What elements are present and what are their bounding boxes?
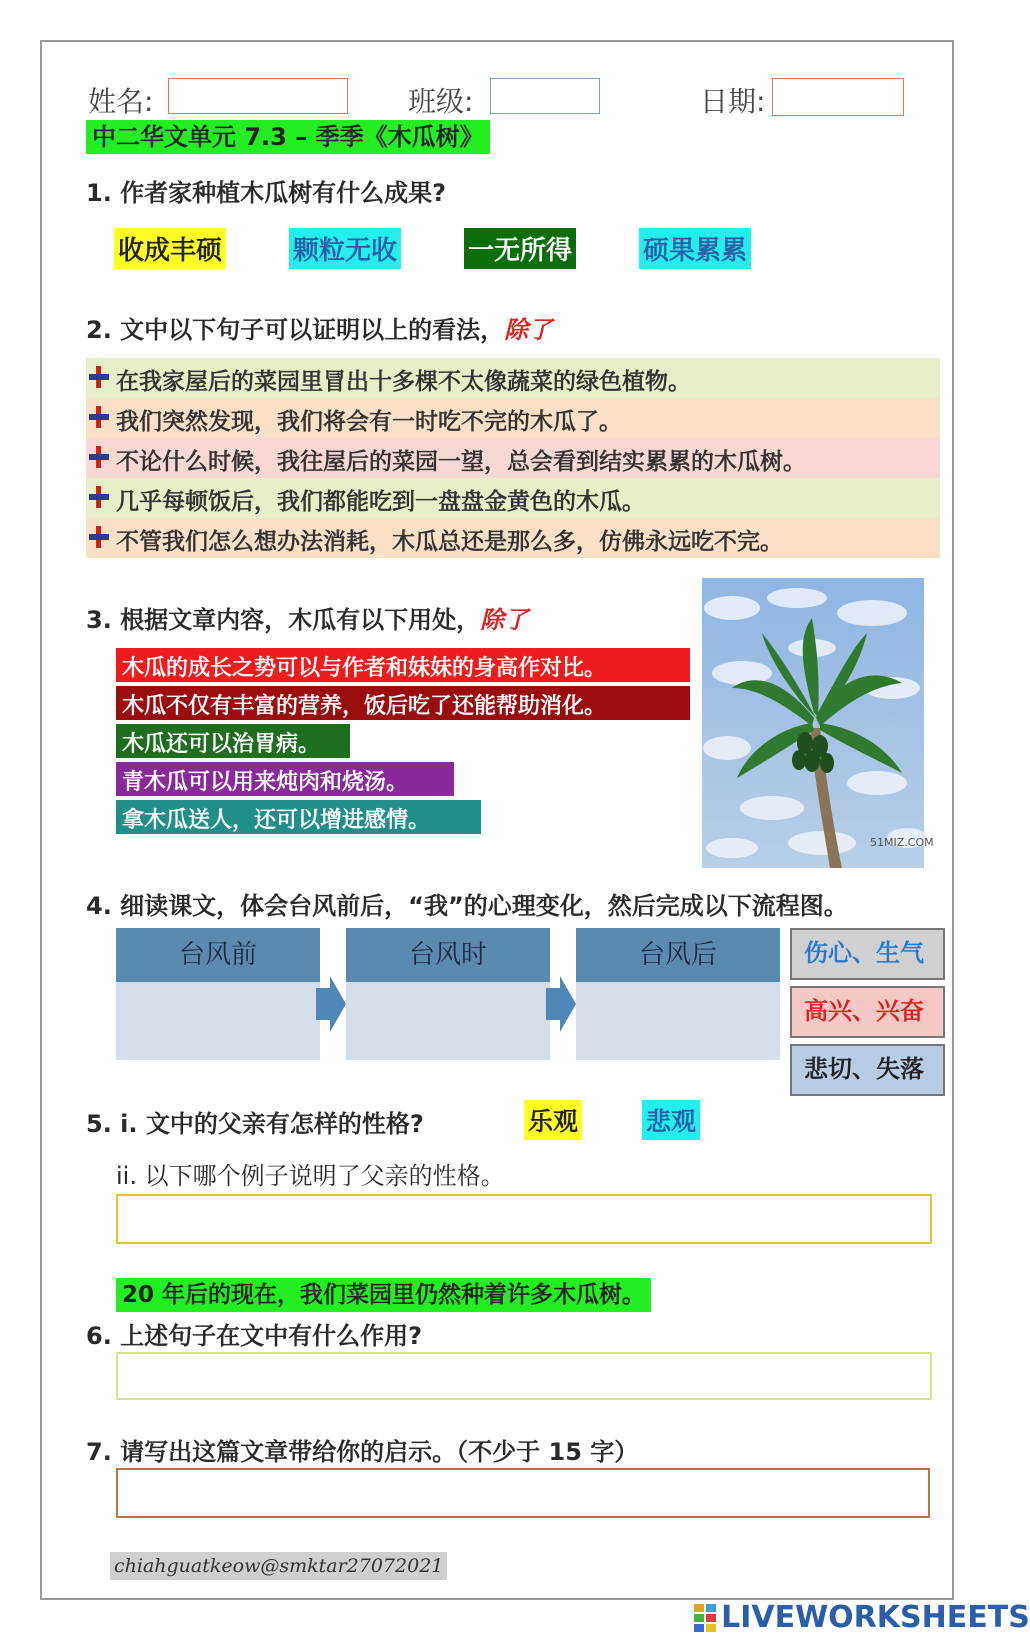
q2-sentence-text: 在我家屋后的菜园里冒出十多棵不太像蔬菜的绿色植物。 — [116, 369, 691, 395]
q4-question: 4. 细读课文，体会台风前后，“我”的心理变化，然后完成以下流程图。 — [86, 892, 848, 920]
name-label: 姓名: — [88, 85, 154, 118]
date-input[interactable] — [772, 78, 904, 116]
emotion-option-3[interactable]: 悲切、失落 — [790, 1044, 945, 1096]
q2-sentence-text: 不管我们怎么想办法消耗，木瓜总还是那么多，仿佛永远吃不完。 — [116, 529, 783, 555]
q3-use-option[interactable]: 木瓜还可以治胃病。 — [116, 724, 350, 758]
worksheet-title: 中二华文单元 7.3 – 季季《木瓜树》 — [86, 120, 490, 154]
plus-bullet-icon — [88, 444, 110, 470]
q6-answer-input[interactable] — [116, 1352, 932, 1400]
liveworksheets-brand: LIVEWORKSHEETS — [721, 1600, 1030, 1635]
liveworksheets-logo-icon — [694, 1604, 716, 1632]
q2-sentence-row[interactable] — [86, 398, 940, 438]
flow-stage-2-dropzone[interactable] — [346, 982, 550, 1060]
q2-question-text: 2. 文中以下句子可以证明以上的看法， — [86, 316, 505, 344]
q1-option-1[interactable]: 收成丰硕 — [114, 228, 226, 269]
liveworksheets-logo — [694, 1600, 1030, 1636]
flow-stage-1-dropzone[interactable] — [116, 982, 320, 1060]
q1-option-2[interactable]: 颗粒无收 — [289, 228, 401, 269]
flow-stage-3-dropzone[interactable] — [576, 982, 780, 1060]
q2-sentence-text: 我们突然发现，我们将会有一时吃不完的木瓜了。 — [116, 409, 622, 435]
name-input[interactable] — [168, 78, 348, 114]
q2-sentence-row[interactable] — [86, 478, 940, 518]
q3-use-option[interactable]: 木瓜不仅有丰富的营养，饭后吃了还能帮助消化。 — [116, 686, 690, 720]
q1-option-3[interactable]: 一无所得 — [464, 228, 576, 269]
emotion-option-2[interactable]: 高兴、兴奋 — [790, 986, 945, 1038]
q6-question: 6. 上述句子在文中有什么作用? — [86, 1322, 423, 1350]
flow-stage-1-header: 台风前 — [116, 928, 320, 982]
q2-sentence-row[interactable] — [86, 438, 940, 478]
emotion-option-1[interactable]: 伤心、生气 — [790, 928, 945, 980]
flow-arrow-icon — [316, 974, 346, 1034]
plus-bullet-icon — [88, 524, 110, 550]
q3-use-option[interactable]: 木瓜的成长之势可以与作者和妹妹的身高作对比。 — [116, 648, 690, 682]
plus-bullet-icon — [88, 484, 110, 510]
q1-option-4[interactable]: 硕果累累 — [639, 228, 751, 269]
q7-question: 7. 请写出这篇文章带给你的启示。（不少于 15 字） — [86, 1438, 639, 1466]
date-label: 日期: — [700, 85, 766, 118]
q5-option-optimistic[interactable]: 乐观 — [524, 1100, 582, 1140]
image-watermark: 51MIZ.COM — [870, 836, 934, 849]
q3-use-option[interactable]: 青木瓜可以用来炖肉和烧汤。 — [116, 762, 454, 796]
q5-question-ii: ii. 以下哪个例子说明了父亲的性格。 — [116, 1162, 505, 1190]
q3-except: 除了 — [480, 606, 529, 634]
class-label: 班级: — [408, 85, 474, 118]
q3-use-option[interactable]: 拿木瓜送人，还可以增进感情。 — [116, 800, 481, 834]
q2-sentence-text: 几乎每顿饭后，我们都能吃到一盘盘金黄色的木瓜。 — [116, 489, 645, 515]
papaya-tree-image — [702, 578, 934, 868]
plus-bullet-icon — [88, 364, 110, 390]
q3-question — [86, 600, 528, 635]
q3-question-text: 3. 根据文章内容，木瓜有以下用处， — [86, 606, 481, 634]
flow-stage-3-header: 台风后 — [576, 928, 780, 982]
q5-answer-input[interactable] — [116, 1194, 932, 1244]
flow-stage-2-header: 台风时 — [346, 928, 550, 982]
q6-quote: 20 年后的现在，我们菜园里仍然种着许多木瓜树。 — [116, 1278, 651, 1312]
q5-option-pessimistic[interactable]: 悲观 — [642, 1100, 700, 1140]
q2-except: 除了 — [504, 316, 553, 344]
author-signature: chiahguatkeow@smktar27072021 — [110, 1552, 447, 1580]
class-input[interactable] — [490, 78, 600, 114]
q5-question-i: 5. i. 文中的父亲有怎样的性格? — [86, 1110, 424, 1138]
q2-sentence-row[interactable] — [86, 518, 940, 558]
q1-question: 1. 作者家种植木瓜树有什么成果? — [86, 179, 447, 207]
q7-answer-input[interactable] — [116, 1468, 930, 1518]
q2-sentence-row[interactable] — [86, 358, 940, 398]
q2-question — [86, 310, 552, 345]
plus-bullet-icon — [88, 404, 110, 430]
flow-arrow-icon — [546, 974, 576, 1034]
q2-sentence-text: 不论什么时候，我往屋后的菜园一望，总会看到结实累累的木瓜树。 — [116, 449, 806, 475]
